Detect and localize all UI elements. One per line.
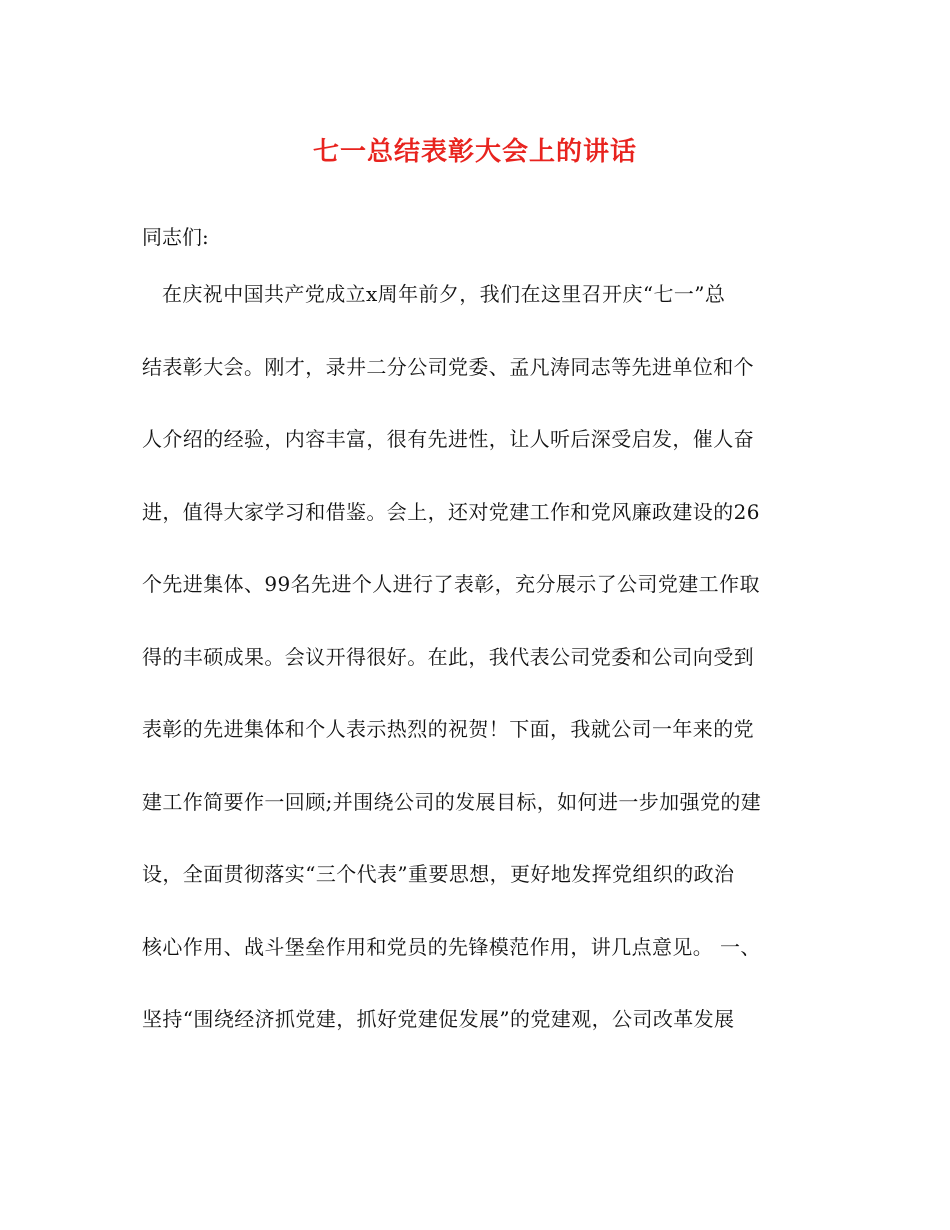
body-line: 表彰的先进集体和个人表示热烈的祝贺！下面，我就公司一年来的党 <box>142 717 754 741</box>
body-line: 设，全面贯彻落实“三个代表”重要思想，更好地发挥党组织的政治 <box>142 862 735 886</box>
body-line: 人介绍的经验，内容丰富，很有先进性，让人听后深受启发，催人奋 <box>142 427 754 451</box>
body-line: 在庆祝中国共产党成立x周年前夕，我们在这里召开庆“七一”总 <box>162 282 726 306</box>
body-line: 坚持“围绕经济抓党建，抓好党建促发展”的党建观，公司改革发展 <box>142 1007 735 1031</box>
body-line: 个先进集体、99名先进个人进行了表彰，充分展示了公司党建工作取 <box>142 572 760 596</box>
document-body <box>142 279 822 1077</box>
body-line: 建工作简要作一回顾;并围绕公司的发展目标，如何进一步加强党的建 <box>142 789 762 814</box>
document-title: 七一总结表彰大会上的讲话 <box>312 137 637 167</box>
body-line: 结表彰大会。刚才，录井二分公司党委、孟凡涛同志等先进单位和个 <box>142 354 754 379</box>
body-line: 进，值得大家学习和借鉴。会上，还对党建工作和党风廉政建设的26 <box>142 499 760 524</box>
salutation: 同志们: <box>142 225 209 249</box>
body-line: 得的丰硕成果。会议开得很好。在此，我代表公司党委和公司向受到 <box>142 644 754 669</box>
body-line: 核心作用、战斗堡垒作用和党员的先锋模范作用，讲几点意见。 一、 <box>142 934 761 959</box>
